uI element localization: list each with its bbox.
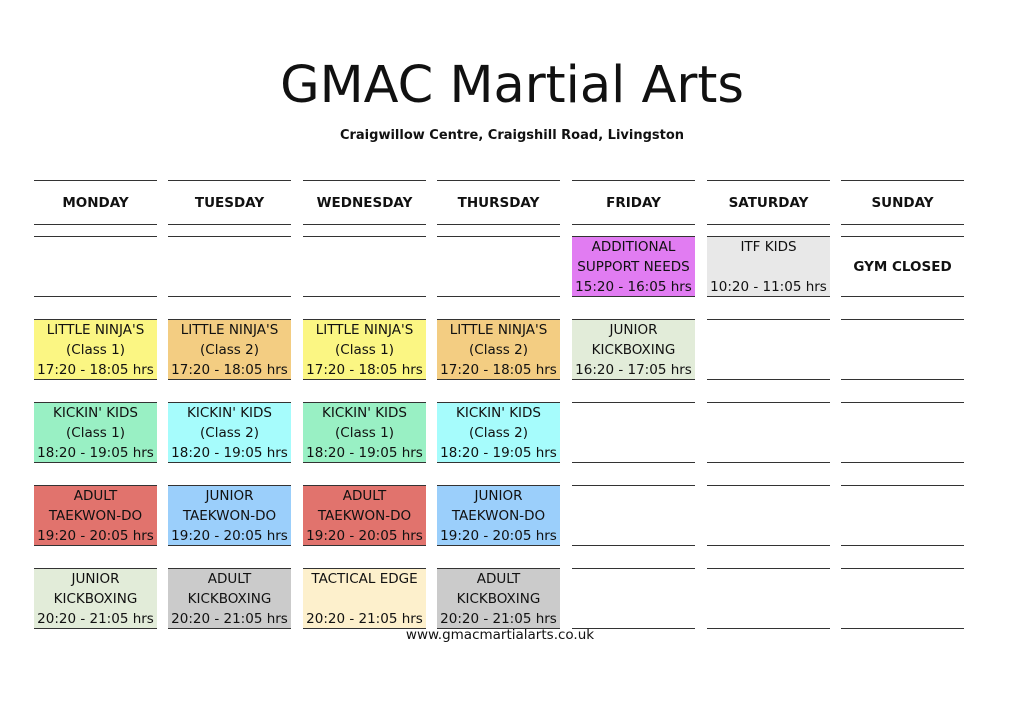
divider [572,545,695,546]
divider [303,224,426,225]
class-slot-thursday-kickin-kids [437,403,560,462]
class-label: (Class 2) [200,424,259,441]
divider [34,296,157,297]
class-slot-monday-little-ninja-s [34,320,157,379]
divider [707,545,830,546]
divider [707,379,830,380]
divider [34,224,157,225]
divider [841,296,964,297]
class-time: 18:20 - 19:05 hrs [171,444,288,461]
class-label: (Class 2) [469,341,528,358]
divider [437,180,560,181]
divider [841,180,964,181]
class-time: 19:20 - 20:05 hrs [171,527,288,544]
class-time: 17:20 - 18:05 hrs [306,361,423,378]
divider [168,236,291,237]
class-slot-wednesday-little-ninja-s [303,320,426,379]
divider [841,379,964,380]
class-label: LITTLE NINJA'S [46,321,145,338]
day-header-monday: MONDAY [62,195,129,211]
class-time: 15:20 - 16:05 hrs [575,278,692,295]
divider [841,462,964,463]
class-slot-monday-kickin-kids [34,403,157,462]
divider [303,296,426,297]
class-time: 16:20 - 17:05 hrs [575,361,692,378]
class-time: 18:20 - 19:05 hrs [306,444,423,461]
divider [168,224,291,225]
class-time: 17:20 - 18:05 hrs [37,361,154,378]
day-header-friday: FRIDAY [606,195,661,211]
class-label: KICKBOXING [187,590,272,607]
class-time: 20:20 - 21:05 hrs [37,610,154,627]
class-time: 10:20 - 11:05 hrs [710,278,827,295]
class-slot-thursday-little-ninja-s [437,320,560,379]
divider [841,224,964,225]
class-slot-wednesday-kickin-kids [303,403,426,462]
divider [572,485,695,486]
divider [303,180,426,181]
divider [437,236,560,237]
class-time: 19:20 - 20:05 hrs [37,527,154,544]
class-time: 17:20 - 18:05 hrs [440,361,557,378]
class-slot-monday-adult [34,486,157,545]
class-slot-tuesday-little-ninja-s [168,320,291,379]
divider [707,568,830,569]
divider [572,224,695,225]
divider [437,224,560,225]
venue-address: Craigwillow Centre, Craigshill Road, Livingston [339,128,685,143]
divider [841,545,964,546]
class-label: JUNIOR [71,570,120,587]
divider [707,224,830,225]
page-title: GMAC Martial Arts [280,56,744,115]
class-label: KICKIN' KIDS [53,404,138,421]
class-label: TAEKWON-DO [48,507,143,524]
class-label: (Class 1) [66,341,125,358]
class-time: 20:20 - 21:05 hrs [440,610,557,627]
class-time: 20:20 - 21:05 hrs [306,610,423,627]
divider [572,568,695,569]
class-slot-thursday-junior [437,486,560,545]
class-slot-friday-junior [572,320,695,379]
class-label: LITTLE NINJA'S [315,321,414,338]
day-header-sunday: SUNDAY [871,195,934,211]
class-label: TACTICAL EDGE [311,570,418,587]
class-slot-sunday-gym-closed [841,237,964,296]
divider [572,462,695,463]
class-label: JUNIOR [474,487,523,504]
class-time: 19:20 - 20:05 hrs [306,527,423,544]
day-header-tuesday: TUESDAY [194,195,265,211]
class-time: 20:20 - 21:05 hrs [171,610,288,627]
divider [841,568,964,569]
class-label: (Class 1) [335,424,394,441]
divider [707,462,830,463]
class-slot-wednesday-tactical-edge [303,569,426,628]
class-label: (Class 1) [66,424,125,441]
divider [437,296,560,297]
divider [168,296,291,297]
website-url[interactable]: www.gmacmartialarts.co.uk [405,627,595,643]
class-time: 17:20 - 18:05 hrs [171,361,288,378]
divider [34,236,157,237]
class-slot-friday-additional [572,237,695,296]
divider [707,485,830,486]
class-label: KICKBOXING [456,590,541,607]
class-time: 19:20 - 20:05 hrs [440,527,557,544]
class-label: (Class 1) [335,341,394,358]
class-slot-tuesday-adult [168,569,291,628]
class-label: (Class 2) [200,341,259,358]
class-label: ADULT [342,487,387,504]
divider [34,180,157,181]
class-label: LITTLE NINJA'S [180,321,279,338]
class-slot-tuesday-kickin-kids [168,403,291,462]
day-header-saturday: SATURDAY [728,195,809,211]
class-label: KICKBOXING [53,590,138,607]
class-label: KICKIN' KIDS [456,404,541,421]
day-header-wednesday: WEDNESDAY [316,195,413,211]
divider [168,180,291,181]
class-slot-tuesday-junior [168,486,291,545]
divider [707,180,830,181]
class-label: ADULT [476,570,521,587]
class-time: 18:20 - 19:05 hrs [37,444,154,461]
class-label: GYM CLOSED [853,258,952,275]
class-label: ADULT [73,487,118,504]
class-label: TAEKWON-DO [317,507,412,524]
class-slot-monday-junior [34,569,157,628]
divider [841,402,964,403]
class-label: JUNIOR [609,321,658,338]
class-slot-wednesday-adult [303,486,426,545]
divider [841,319,964,320]
class-label: (Class 2) [469,424,528,441]
divider [707,319,830,320]
class-label: JUNIOR [205,487,254,504]
class-label: ADULT [207,570,252,587]
divider [572,180,695,181]
divider [707,402,830,403]
class-label: ITF KIDS [740,238,797,255]
class-label: ADDITIONAL [591,238,676,255]
class-label [362,589,366,609]
class-label: KICKBOXING [591,341,676,358]
class-slot-thursday-adult [437,569,560,628]
class-time: 18:20 - 19:05 hrs [440,444,557,461]
class-label: SUPPORT NEEDS [577,258,690,275]
class-slot-saturday-itf-kids [707,237,830,296]
divider [841,485,964,486]
divider [303,236,426,237]
day-header-thursday: THURSDAY [457,195,540,211]
class-label: KICKIN' KIDS [322,404,407,421]
divider [572,402,695,403]
class-label: TAEKWON-DO [182,507,277,524]
class-label: LITTLE NINJA'S [449,321,548,338]
class-label: KICKIN' KIDS [187,404,272,421]
class-label [766,257,770,277]
class-label: TAEKWON-DO [451,507,546,524]
